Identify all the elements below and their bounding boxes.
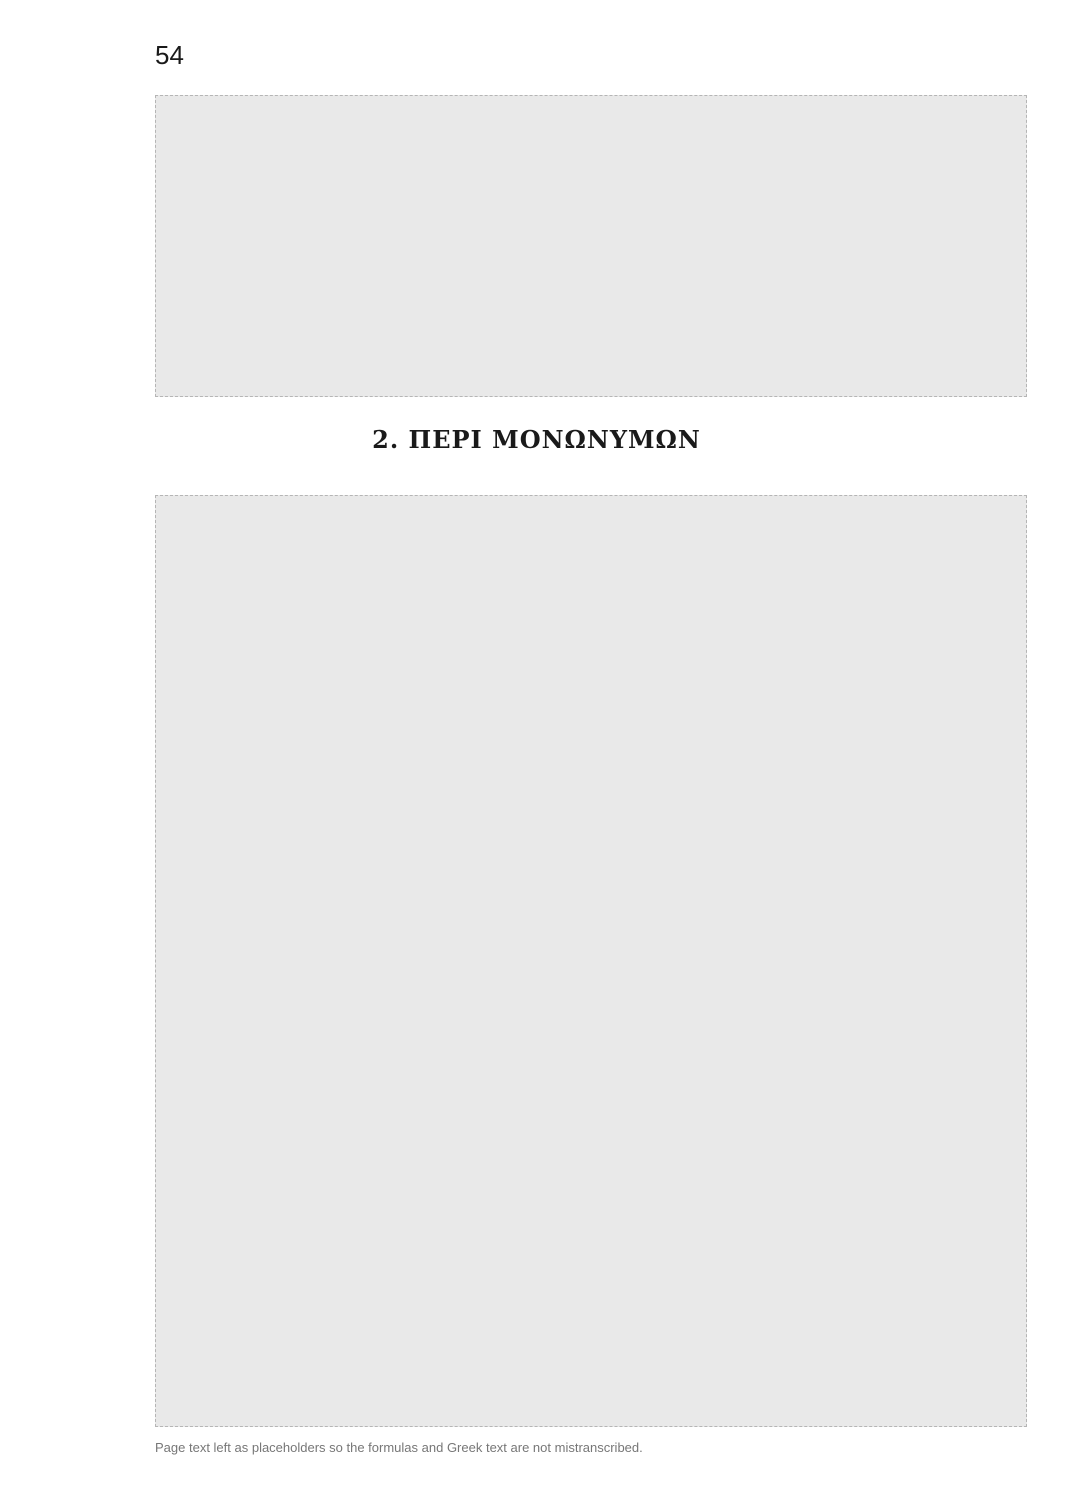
page-number: 54 bbox=[155, 40, 184, 70]
placeholder-note: Page text left as placeholders so the formulas and Greek text are not mistranscribed. bbox=[155, 1440, 643, 1455]
exercise-block-placeholder bbox=[155, 95, 1027, 397]
section-heading: 2. ΠΕΡΙ ΜΟΝΩΝΥΜΩΝ bbox=[372, 425, 701, 454]
main-text-placeholder bbox=[155, 495, 1027, 1427]
